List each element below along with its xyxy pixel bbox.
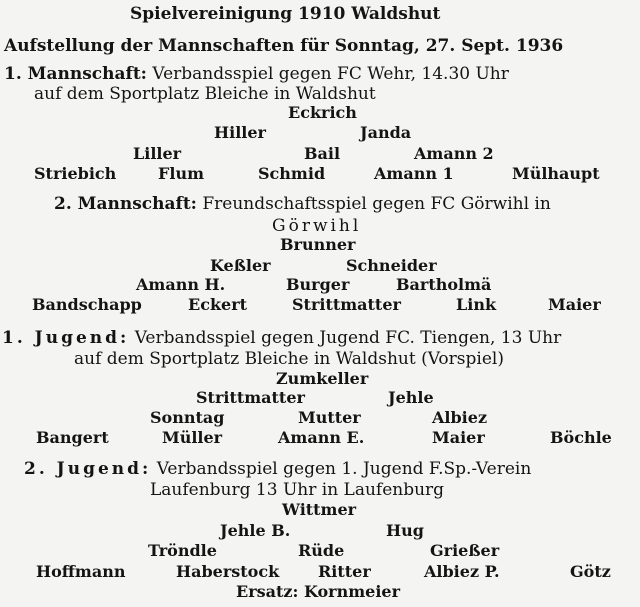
team-2-forward: Bandschapp [32,295,142,314]
team-2-back: Schneider [346,256,437,275]
youth-2-forward: Haberstock [176,562,280,581]
youth-2-match-details: Verbandsspiel gegen 1. Jugend F.Sp.-Verein [156,459,532,479]
team-2-match-venue: Görwihl [272,216,362,236]
team-1-half: Bail [304,144,341,163]
team-1-half: Liller [133,144,182,163]
youth-1-forward: Böchle [550,428,612,447]
youth-1-match-line [2,330,561,347]
youth-2-forward: Götz [570,562,611,581]
youth-1-half: Sonntag [150,408,225,427]
team-1-forward: Schmid [258,164,326,183]
youth-1-forward: Maier [432,428,485,447]
youth-2-match-line [24,461,531,478]
youth-1-half: Albiez [432,408,488,427]
team-1-half: Amann 2 [414,144,494,163]
youth-1-forward: Amann E. [278,428,365,447]
youth-1-match-venue: auf dem Sportplatz Bleiche in Waldshut (Vorspiel) [74,349,504,369]
team-1-goalkeeper: Eckrich [288,103,357,122]
team-2-forward: Eckert [188,295,248,314]
team-2-forward: Maier [548,295,601,314]
youth-2-forward: Albiez P. [424,562,500,581]
youth-2-label: 2. Jugend: [24,459,152,479]
team-2-match-line [54,196,551,213]
team-1-forward: Mülhaupt [512,164,600,183]
youth-1-goalkeeper: Zumkeller [276,369,369,388]
team-2-half: Amann H. [136,275,226,294]
youth-2-half: Rüde [298,541,345,560]
youth-2-half: Tröndle [148,541,217,560]
team-1-match-venue: auf dem Sportplatz Bleiche in Waldshut [34,84,376,104]
youth-2-substitute: Ersatz: Kornmeier [236,582,401,601]
youth-2-back: Hug [386,521,424,540]
youth-1-label: 1. Jugend: [2,328,130,348]
youth-1-match-details: Verbandsspiel gegen Jugend FC. Tiengen, 13 Uhr [134,328,562,348]
youth-2-forward: Ritter [318,562,371,581]
youth-2-forward: Hoffmann [36,562,126,581]
youth-1-forward: Müller [162,428,223,447]
youth-2-goalkeeper: Wittmer [282,500,357,519]
team-1-match-details: Verbandsspiel gegen FC Wehr, 14.30 Uhr [152,64,509,84]
club-title: Spielvereinigung 1910 Waldshut [130,4,441,24]
team-2-forward: Link [456,295,497,314]
team-1-back: Janda [360,123,412,142]
youth-2-half: Grießer [430,541,500,560]
lineup-headline: Aufstellung der Mannschaften für Sonntag, 27. Sept. 1936 [4,36,564,56]
youth-1-back: Strittmatter [196,388,305,407]
youth-1-back: Jehle [388,388,434,407]
team-2-goalkeeper: Brunner [280,235,356,254]
team-1-back: Hiller [214,123,266,142]
team-1-forward: Amann 1 [374,164,454,183]
team-2-half: Bartholmä [396,275,492,294]
youth-1-forward: Bangert [36,428,109,447]
team-2-forward: Strittmatter [292,295,401,314]
youth-2-back: Jehle B. [220,521,291,540]
team-2-label: 2. Mannschaft: [54,194,197,214]
team-2-back: Keßler [210,256,271,275]
team-1-label: 1. Mannschaft: [4,64,147,84]
team-1-match-line [4,66,509,83]
team-1-forward: Striebich [34,164,117,183]
youth-1-half: Mutter [298,408,361,427]
team-2-half: Burger [286,275,350,294]
youth-2-match-venue: Laufenburg 13 Uhr in Laufenburg [150,480,445,500]
team-2-match-details: Freundschaftsspiel gegen FC Görwihl in [202,194,551,214]
team-1-forward: Flum [158,164,204,183]
